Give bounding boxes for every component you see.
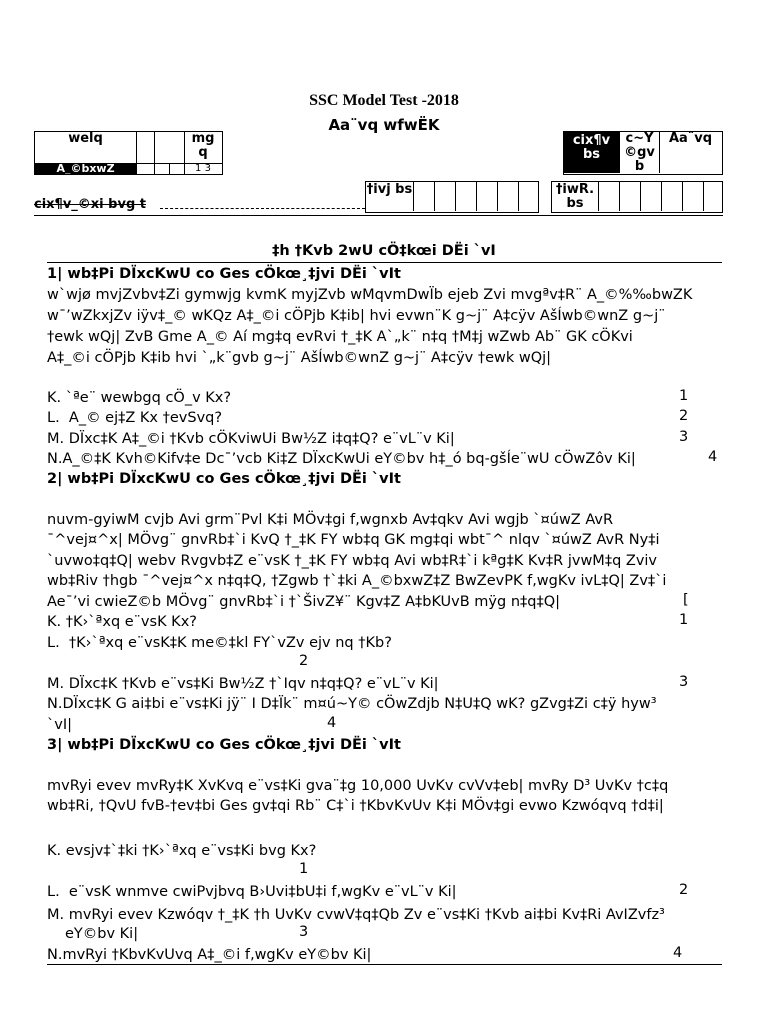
- registration-box: [551, 181, 723, 213]
- question-3-item: N.mvRyi †KbvKvUvq A‡_©i f‚wgKv eY©bv Ki|: [47, 947, 372, 963]
- subject-cell: [136, 164, 154, 174]
- question-3-mark: 1: [299, 861, 309, 877]
- question-2-mark: 1: [679, 612, 689, 628]
- roll-cell: [413, 182, 434, 211]
- registration-cell: [598, 182, 619, 211]
- question-3-passage-line: mvRyi evev mvRy‡K XvKvq e¨vs‡Ki gva¨‡g 10,000 UvKv cvVv‡eb| mvRy D³ UvKv †c‡q: [47, 778, 669, 794]
- question-2-item: K. †K›`ªxq e¨vsK Kx?: [47, 614, 197, 630]
- divider: [47, 964, 722, 965]
- registration-cell: [682, 182, 703, 211]
- roll-cell: [497, 182, 518, 211]
- question-1-mark: 1: [679, 388, 689, 404]
- question-2-mark: 4: [327, 715, 337, 731]
- page-subtitle: Aa¨vq wfwËK: [328, 116, 440, 134]
- question-2-item: M. DÏxc‡K †Kvb e¨vs‡Ki Bw½Z †`Iqv n‡q‡Q? e¨vL¨v Ki|: [47, 676, 439, 692]
- question-2-passage-line: nuvm-gyiwM cvjb Avi grm¨Pvl K‡i MÖv‡gi f‚wgnxb Av‡qkv Avi wgjb `¤úwZ AvR: [47, 512, 614, 528]
- question-3-item-continued: eY©bv Ki|: [65, 926, 139, 942]
- roll-cell: [434, 182, 455, 211]
- exam-number-label: cix¶v bs: [564, 132, 619, 173]
- question-2-passage-line: ¯^vej¤^x| MÖvg¨ gnvRb‡`i KvQ †_‡K FY wb‡q GK mg‡qi wbt¯^ nlqv `¤úwZ AvR Ny‡i: [47, 532, 660, 548]
- roll-cell: [518, 182, 537, 211]
- question-1-item: M. DÏxc‡K A‡_©i †Kvb cÖKviwUi Bw½Z i‡q‡Q? e¨vL¨v Ki|: [47, 431, 455, 447]
- question-1-mark: 4: [708, 449, 718, 465]
- question-1-passage-line: w¯’wZkxjZv iÿv‡_© wKQz A‡_©i cÖPjb K‡ib| hvi evwn¨K g~j¨ A‡cÿv AšÍwb©wnZ g~j¨: [47, 308, 666, 324]
- question-1-heading: 1| wb‡Pi DÏxcKwU co Ges cÖkœ¸‡jvi DËi `vIt: [47, 266, 401, 282]
- roll-cell: [455, 182, 476, 211]
- registration-label: †iwR. bs: [555, 182, 595, 211]
- candidate-name-line: [160, 208, 365, 209]
- question-1-item: L. A_© ej‡Z Kx †evSvq?: [47, 410, 223, 426]
- exam-box: [563, 131, 723, 175]
- divider: [47, 262, 722, 263]
- page-title: SSC Model Test -2018: [309, 92, 459, 109]
- divider: [34, 215, 723, 216]
- question-2-mark: 2: [299, 653, 309, 669]
- instruction: ‡h †Kvb 2wU cÖ‡kœi DËi `vI: [272, 243, 496, 259]
- question-2-passage-line: wb‡Riv †hgb ¯^vej¤^x n‡q‡Q, †Zgwb †`‡ki A_©bxwZ‡Z BwZevPK f‚wgKv ivL‡Q| Zv‡`i: [47, 573, 667, 589]
- question-2-item: L. †K›`ªxq e¨vsK‡K me©‡kl FY`vZv ejv nq †Kb?: [47, 635, 392, 651]
- subject-cell: [154, 164, 169, 174]
- question-2-item-continued: `vI|: [47, 717, 72, 733]
- question-3-item: M. mvRyi evev Kzwóqv †_‡K †h UvKv cvwV‡q‡Qb Zv e¨vs‡Ki †Kvb ai‡bi Kv‡Ri AvIZvfz³: [47, 907, 665, 923]
- question-3-item: L. e¨vsK wnmve cwiPvjbvq B›Uvi‡bU‡i f‚wgKv e¨vL¨v Ki|: [47, 884, 457, 900]
- question-1-item: K. `ªe¨ wewbgq cÖ_v Kx?: [47, 390, 232, 406]
- subject-label: welq: [68, 131, 103, 146]
- question-3-item: K. evsjv‡`‡ki †K›`ªxq e¨vs‡Ki bvg Kx?: [47, 843, 317, 859]
- question-3-mark: 2: [679, 882, 689, 898]
- question-1-item: N.A_©‡K Kvh©Kifv‡e Dc¯’vcb Ki‡Z DÏxcKwUi eY©bv h‡_ó bq-gšÍe¨wU cÖwZôv Ki|: [47, 451, 636, 467]
- question-3-mark: 3: [299, 924, 309, 940]
- subject-cell: [169, 164, 184, 174]
- roll-label: †ivj bs: [366, 182, 413, 197]
- roll-box: [365, 181, 539, 213]
- question-1-passage-line: w`wjø mvjZvbv‡Zi gymwjg kvmK myjZvb wMqvmDwÏb ejeb Zvi mvgªv‡R¨ A_©%‰bwZK: [47, 287, 693, 303]
- question-1-passage-line: A‡_©i cÖPjb K‡ib hvi `„k¨gvb g~j¨ AšÍwb©wnZ g~j¨ A‡cÿv †ewk wQj|: [47, 350, 552, 366]
- full-marks-label: c~Y ©gv b: [619, 132, 659, 173]
- subject-cell: [154, 132, 184, 163]
- registration-cell: [619, 182, 640, 211]
- question-2-bracket: [: [683, 592, 689, 608]
- subject-box: [34, 131, 223, 175]
- question-2-passage-line: `uvwo‡q‡Q| webv Rvgvb‡Z e¨vsK †_‡K FY wb‡q Avi wb‡R‡`i kªg‡K Kv‡R jvwM‡q Zviv: [47, 553, 658, 569]
- registration-cell: [703, 182, 721, 211]
- question-3-heading: 3| wb‡Pi DÏxcKwU co Ges cÖkœ¸‡jvi DËi `vIt: [47, 737, 401, 753]
- candidate-name-label: cix¶v_©xi bvg t: [34, 197, 146, 212]
- registration-cell: [661, 182, 682, 211]
- subject-cell: [136, 132, 154, 163]
- question-1-mark: 3: [679, 429, 689, 445]
- question-1-mark: 2: [679, 408, 689, 424]
- subject-code: 1 3: [184, 164, 221, 174]
- question-2-heading: 2| wb‡Pi DÏxcKwU co Ges cÖkœ¸‡jvi DËi `vIt: [47, 471, 401, 487]
- subject-name: A_©bxwZ: [35, 164, 136, 174]
- code-label: mg q: [184, 132, 221, 163]
- chapter-label: Aa¨vq: [659, 132, 721, 173]
- roll-cell: [476, 182, 497, 211]
- question-2-item: N.DÏxc‡K G ai‡bi e¨vs‡Ki jÿ¨ I D‡Ïk¨ m¤ú~Y© cÖwZdjb N‡U‡Q wK? gZvg‡Zi c‡ÿ hyw³: [47, 696, 657, 712]
- question-3-passage-line: wb‡Ri, †QvU fvB-†ev‡bi Ges gv‡qi Rb¨ C‡`i †KbvKvUv K‡i MÖv‡gi evwo Kzwóqvq †d‡i|: [47, 798, 664, 814]
- question-2-mark: 3: [679, 674, 689, 690]
- question-2-passage-line: Ae¯’vi cwieZ©b MÖvg¨ gnvRb‡`i †`ŠivZ¥¨ Kgv‡Z A‡bKUvB mÿg n‡q‡Q|: [47, 594, 561, 610]
- question-3-mark: 4: [673, 945, 683, 961]
- question-1-passage-line: †ewk wQj| ZvB Gme A_© Aí mg‡q evRvi †_‡K A`„k¨ n‡q †M‡j wZwb Ab¨ GK cÖKvi: [47, 329, 633, 345]
- registration-cell: [640, 182, 661, 211]
